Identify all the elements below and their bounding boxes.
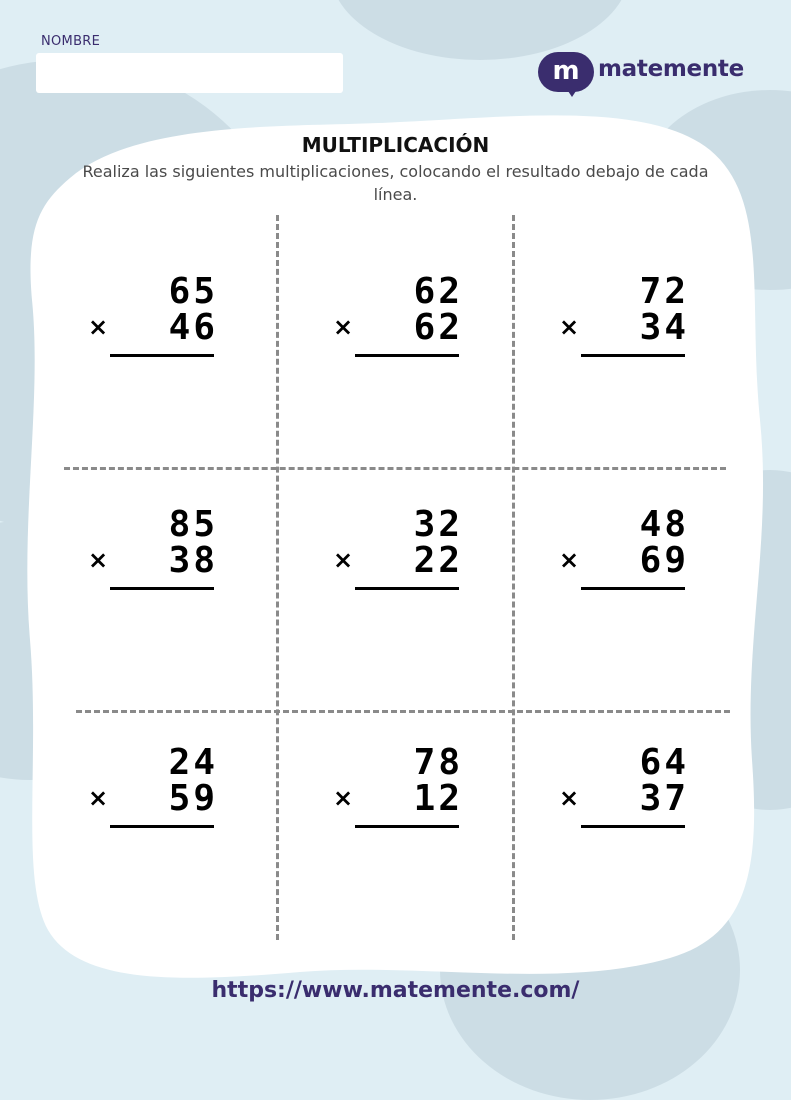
multiplicand: 24 [168,742,218,783]
multiply-sign: × [88,784,109,812]
answer-line [355,587,459,590]
multiply-sign: × [333,784,354,812]
name-label: NOMBRE [41,34,101,49]
grid-divider-vertical [276,215,279,940]
multiplicand: 72 [639,271,689,312]
grid-divider-horizontal [76,710,730,713]
worksheet-instructions: Realiza las siguientes multiplicaciones, colocando el resultado debajo de cada línea. [82,162,709,204]
worksheet-title: MULTIPLICACIÓN [301,133,490,157]
multiply-sign: × [559,546,580,574]
multiplier: 69 [639,540,689,581]
multiply-sign: × [559,784,580,812]
logo-bubble-tail [566,88,578,97]
multiplicand: 85 [168,504,218,545]
multiplicand: 32 [413,504,463,545]
answer-line [581,825,685,828]
multiplier: 46 [168,307,218,348]
multiply-sign: × [88,546,109,574]
answer-line [355,825,459,828]
multiplier: 59 [168,778,218,819]
answer-line [110,825,214,828]
multiplier: 62 [413,307,463,348]
multiplier: 37 [639,778,689,819]
multiplier: 38 [168,540,218,581]
multiplication-problem [88,272,218,362]
multiplier: 12 [413,778,463,819]
multiplicand: 78 [413,742,463,783]
multiplication-problem [88,505,218,595]
multiply-sign: × [88,313,109,341]
multiplication-problem [559,743,689,833]
logo-text: matemente [598,56,744,82]
footer-url[interactable]: https://www.matemente.com/ [211,978,580,1003]
multiplicand: 64 [639,742,689,783]
logo-mark: m [538,52,594,92]
multiply-sign: × [333,546,354,574]
grid-divider-vertical [512,215,515,940]
multiplier: 22 [413,540,463,581]
answer-line [581,587,685,590]
multiplicand: 62 [413,271,463,312]
multiplicand: 48 [639,504,689,545]
multiplier: 34 [639,307,689,348]
name-field[interactable] [36,53,343,93]
brand-logo [538,50,748,98]
multiplication-problem [333,272,463,362]
grid-divider-horizontal [64,467,726,470]
multiplication-problem [559,505,689,595]
multiplication-problem [559,272,689,362]
answer-line [110,587,214,590]
multiply-sign: × [559,313,580,341]
multiplication-problem [333,743,463,833]
answer-line [581,354,685,357]
multiply-sign: × [333,313,354,341]
answer-line [110,354,214,357]
multiplicand: 65 [168,271,218,312]
answer-line [355,354,459,357]
multiplication-problem [333,505,463,595]
multiplication-problem [88,743,218,833]
